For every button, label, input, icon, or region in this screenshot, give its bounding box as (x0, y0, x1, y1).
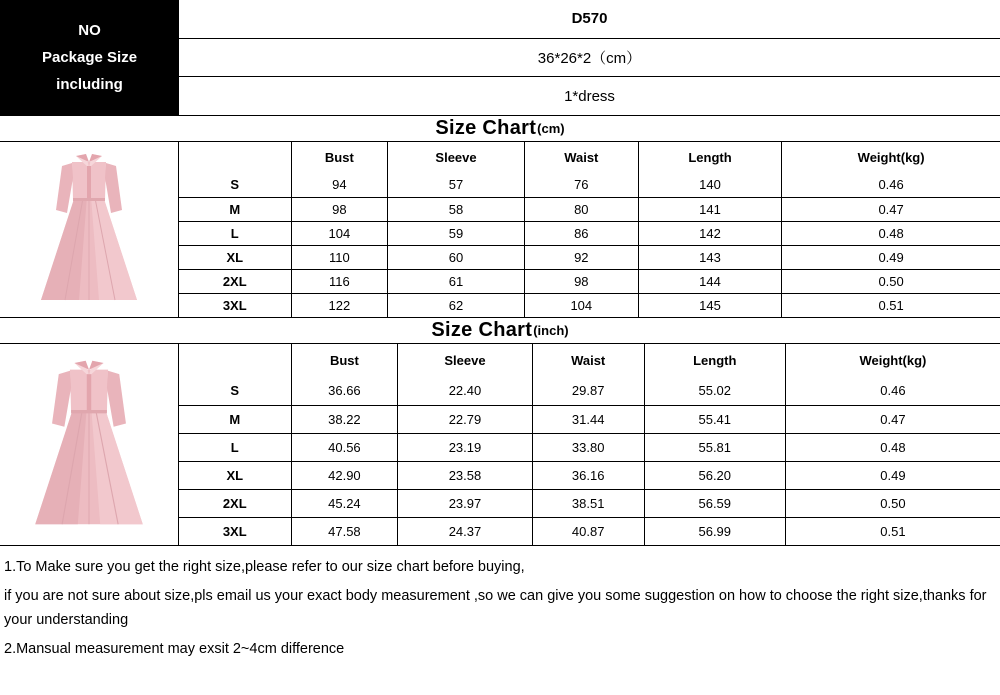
cell-bust: 45.24 (291, 489, 398, 517)
package-label-line-1: NO (78, 22, 101, 39)
cell-bust: 40.56 (291, 433, 398, 461)
row-size: S (179, 173, 291, 197)
cell-sleeve: 22.79 (398, 405, 532, 433)
cell-weight: 0.46 (785, 377, 1000, 405)
table-row (179, 489, 1000, 517)
table-header-row (179, 344, 1000, 377)
size-chart-inch-title-main: Size Chart (431, 319, 533, 341)
table-row (179, 245, 1000, 269)
table-row (179, 197, 1000, 221)
cell-waist: 76 (524, 173, 638, 197)
note-line-3: 2.Mansual measurement may exsit 2~4cm difference (4, 641, 345, 658)
size-chart-cm-section (0, 142, 1000, 318)
dress-illustration-icon (0, 142, 178, 311)
notes-section (0, 546, 1000, 662)
size-chart-inch-title (0, 318, 1000, 344)
cell-waist: 38.51 (532, 489, 644, 517)
cell-sleeve: 24.37 (398, 517, 532, 545)
row-size: M (179, 405, 291, 433)
size-table-cm (179, 142, 1000, 317)
col-header-bust: Bust (291, 142, 388, 173)
size-table-inch (179, 344, 1000, 545)
size-chart-cm-title (0, 116, 1000, 142)
cell-waist: 29.87 (532, 377, 644, 405)
row-size: XL (179, 245, 291, 269)
product-image-cm (0, 142, 179, 317)
size-chart-inch-title-unit: (inch) (533, 323, 569, 338)
cell-sleeve: 62 (388, 293, 525, 317)
cell-waist: 86 (524, 221, 638, 245)
cell-waist: 31.44 (532, 405, 644, 433)
cell-weight: 0.48 (785, 433, 1000, 461)
col-header-bust: Bust (291, 344, 398, 377)
cell-length: 55.02 (644, 377, 785, 405)
cell-length: 141 (638, 197, 781, 221)
row-size: S (179, 377, 291, 405)
row-size: L (179, 221, 291, 245)
cell-bust: 94 (291, 173, 388, 197)
package-size-value: 36*26*2（cm） (179, 39, 1000, 78)
col-header-weight: Weight(kg) (859, 353, 927, 368)
cell-length: 145 (638, 293, 781, 317)
col-header-sleeve: Sleeve (388, 142, 525, 173)
cell-sleeve: 23.58 (398, 461, 532, 489)
cell-bust: 36.66 (291, 377, 398, 405)
cell-sleeve: 58 (388, 197, 525, 221)
row-size: 3XL (179, 293, 291, 317)
col-header-sleeve: Sleeve (398, 344, 532, 377)
cell-weight: 0.49 (785, 461, 1000, 489)
cell-sleeve: 59 (388, 221, 525, 245)
cell-length: 55.81 (644, 433, 785, 461)
table-header-row (179, 142, 1000, 173)
note-line-1: 1.To Make sure you get the right size,please refer to our size chart before buying, (4, 559, 525, 575)
table-row (179, 173, 1000, 197)
cell-waist: 104 (524, 293, 638, 317)
package-header-label-cell (0, 0, 179, 115)
row-size: 2XL (179, 269, 291, 293)
cell-weight: 0.51 (878, 297, 904, 313)
dress-illustration-icon (0, 344, 178, 543)
cell-sleeve: 60 (388, 245, 525, 269)
cell-sleeve: 22.40 (398, 377, 532, 405)
cell-weight: 0.50 (785, 489, 1000, 517)
size-chart-inch-section (0, 344, 1000, 546)
cell-weight: 0.50 (782, 269, 1000, 293)
cell-sleeve: 23.19 (398, 433, 532, 461)
cell-length: 56.59 (644, 489, 785, 517)
cell-length: 144 (638, 269, 781, 293)
row-size: M (179, 197, 291, 221)
package-header (0, 0, 1000, 116)
cell-length: 56.99 (644, 517, 785, 545)
cell-waist: 36.16 (532, 461, 644, 489)
cell-bust: 122 (291, 293, 388, 317)
size-chart-cm-title-main: Size Chart (435, 117, 537, 139)
cell-sleeve: 23.97 (398, 489, 532, 517)
cell-waist: 98 (524, 269, 638, 293)
package-label-line-3: including (56, 76, 123, 93)
product-image-inch (0, 344, 179, 545)
product-code: D570 (179, 0, 1000, 39)
table-row (179, 293, 1000, 317)
row-size: 2XL (179, 489, 291, 517)
table-row (179, 433, 1000, 461)
cell-waist: 33.80 (532, 433, 644, 461)
col-header-waist: Waist (532, 344, 644, 377)
table-row (179, 377, 1000, 405)
cell-sleeve: 57 (388, 173, 525, 197)
cell-waist: 40.87 (532, 517, 644, 545)
table-row (179, 517, 1000, 545)
cell-bust: 38.22 (291, 405, 398, 433)
cell-sleeve: 61 (388, 269, 525, 293)
size-chart-cm-title-unit: (cm) (537, 121, 565, 136)
cell-length: 140 (638, 173, 781, 197)
cell-waist: 80 (524, 197, 638, 221)
cell-weight: 0.47 (782, 197, 1000, 221)
package-contents-value: 1*dress (564, 87, 615, 105)
cell-length: 142 (638, 221, 781, 245)
col-header-length: Length (638, 142, 781, 173)
cell-weight: 0.46 (782, 173, 1000, 197)
cell-weight: 0.49 (782, 245, 1000, 269)
cell-waist: 92 (524, 245, 638, 269)
cell-weight: 0.51 (880, 523, 906, 539)
cell-bust: 110 (291, 245, 388, 269)
col-header-size (179, 344, 291, 377)
row-size: XL (179, 461, 291, 489)
row-size: L (179, 433, 291, 461)
cell-weight: 0.48 (782, 221, 1000, 245)
cell-length: 143 (638, 245, 781, 269)
cell-bust: 47.58 (291, 517, 398, 545)
table-row (179, 405, 1000, 433)
table-row (179, 269, 1000, 293)
table-row (179, 221, 1000, 245)
table-row (179, 461, 1000, 489)
cell-length: 56.20 (644, 461, 785, 489)
cell-bust: 42.90 (291, 461, 398, 489)
col-header-length: Length (644, 344, 785, 377)
col-header-waist: Waist (524, 142, 638, 173)
package-label-line-2: Package Size (41, 49, 138, 66)
cell-bust: 98 (291, 197, 388, 221)
col-header-size (179, 142, 291, 173)
note-line-2: if you are not sure about size,pls email us your exact body measurement ,so we can give you some suggestion on how to choose the right size,thanks for your understanding (4, 588, 987, 628)
cell-bust: 116 (291, 269, 388, 293)
cell-length: 55.41 (644, 405, 785, 433)
row-size: 3XL (179, 517, 291, 545)
col-header-weight: Weight(kg) (857, 150, 925, 165)
cell-bust: 104 (291, 221, 388, 245)
cell-weight: 0.47 (785, 405, 1000, 433)
package-header-values (179, 0, 1000, 115)
